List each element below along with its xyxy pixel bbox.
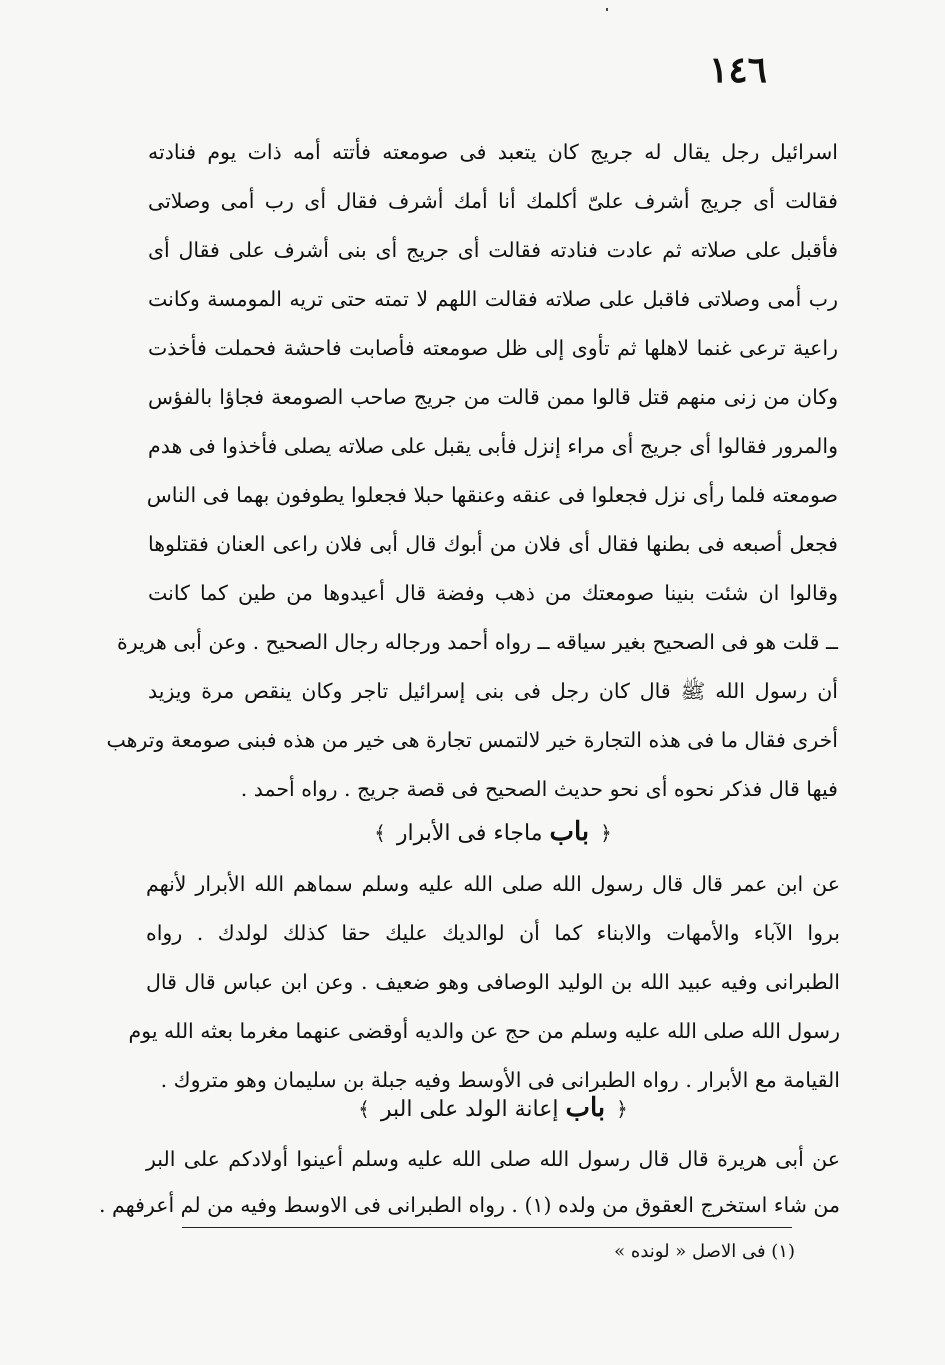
main-text-section-2 <box>128 860 840 1105</box>
chapter-title: ماجاء فى الأبرار <box>396 821 543 846</box>
text-line: والمرور فقالوا أى جريج أى مراء إنزل فأبى يقبل على صلاته يصلى فأخذوا فى هدم <box>148 434 838 458</box>
chapter-label: باب <box>565 1093 606 1123</box>
scan-speck <box>606 8 608 11</box>
main-text-section-1 <box>106 128 838 814</box>
text-line: وقالوا ان شئت بنينا صومعتك من ذهب وفضة قال أعيدوها من طين كما كانت <box>148 581 838 605</box>
text-line: فقالت أى جريج أشرف علىّ أكلمك أنا أمك أشرف فقال أى رب أمى وصلاتى <box>148 189 838 213</box>
ornate-bracket-close: ﴾ <box>358 1097 370 1121</box>
ornate-bracket-open: ﴿ <box>616 1097 628 1121</box>
chapter-heading-iaanat-al-walad <box>148 1088 838 1128</box>
footnote-divider <box>182 1227 792 1228</box>
text-line: عن ابن عمر قال قال رسول الله صلى الله عليه وسلم سماهم الله الأبرار لأنهم <box>146 872 840 896</box>
text-line: فيها قال فذكر نحوه أى نحو حديث الصحيح فى قصة جريج . رواه أحمد . <box>240 777 838 801</box>
ornate-bracket-open: ﴿ <box>600 821 612 845</box>
text-line: ــ قلت هو فى الصحيح بغير سياقه ــ رواه أحمد ورجاله رجال الصحيح . وعن أبى هريرة <box>116 630 838 654</box>
text-line: من شاء استخرج العقوق من ولده (١) . رواه الطبرانى فى الاوسط وفيه من لم أعرفهم . <box>99 1193 840 1217</box>
chapter-label: باب <box>549 817 590 847</box>
text-line: صومعته فلما رأى نزل فجعلوا فى عنقه وعنقها حبلا فجعلوا يطوفون بهما فى الناس <box>146 483 838 507</box>
text-line: وكان من زنى منهم قتل قالوا ممن قالت من جريج صاحب الصومعة فجاؤا بالفؤس <box>148 385 838 409</box>
text-line: عن أبى هريرة قال قال رسول الله صلى الله عليه وسلم أعينوا أولادكم على البر <box>146 1147 840 1171</box>
page-number: ١٤٦ <box>708 49 767 91</box>
text-line: أن رسول الله ﷺ قال كان رجل فى بنى إسرائيل تاجر وكان ينقص مرة ويزيد <box>148 679 838 703</box>
text-line: أخرى فقال ما فى هذه التجارة خير لالتمس تجارة هى خير من هذه فبنى صومعة وترهب <box>106 728 838 752</box>
text-line: فأقبل على صلاته ثم عادت فنادته فقالت أى جريج أى بنى أشرف على فقال أى <box>148 238 838 262</box>
footnote: (١) فى الاصل « لونده » <box>614 1241 795 1262</box>
ornate-bracket-close: ﴾ <box>374 821 386 845</box>
text-line: رسول الله صلى الله عليه وسلم من حج عن والديه أوقضى عنهما مغرما بعثه الله يوم <box>128 1019 840 1043</box>
chapter-title: إعانة الولد على البر <box>380 1097 559 1122</box>
text-line: القيامة مع الأبرار . رواه الطبرانى فى الأوسط وفيه جبلة بن سليمان وهو متروك . <box>160 1068 840 1092</box>
text-line: فجعل أصبعه فى بطنها فقال أى فلان من أبوك قال أبى فلان راعى العنان فقتلوها <box>148 532 838 556</box>
text-line: بروا الآباء والأمهات والابناء كما أن لوالديك عليك حقا كذلك لولدك . رواه <box>146 921 840 945</box>
main-text-section-3 <box>99 1136 840 1228</box>
text-line: رب أمى وصلاتى فاقبل على صلاته فقالت اللهم لا تمته حتى تريه المومسة وكانت <box>148 287 838 311</box>
chapter-heading-abrar <box>148 812 838 852</box>
text-line: اسرائيل رجل يقال له جريج كان يتعبد فى صومعته فأتته أمه ذات يوم فنادته <box>148 140 838 164</box>
text-line: راعية ترعى غنما لاهلها ثم تأوى إلى ظل صومعته فأصابت فاحشة فحملت فأخذت <box>148 336 838 360</box>
text-line: الطبرانى وفيه عبيد الله بن الوليد الوصافى وهو ضعيف . وعن ابن عباس قال قال <box>146 970 840 994</box>
